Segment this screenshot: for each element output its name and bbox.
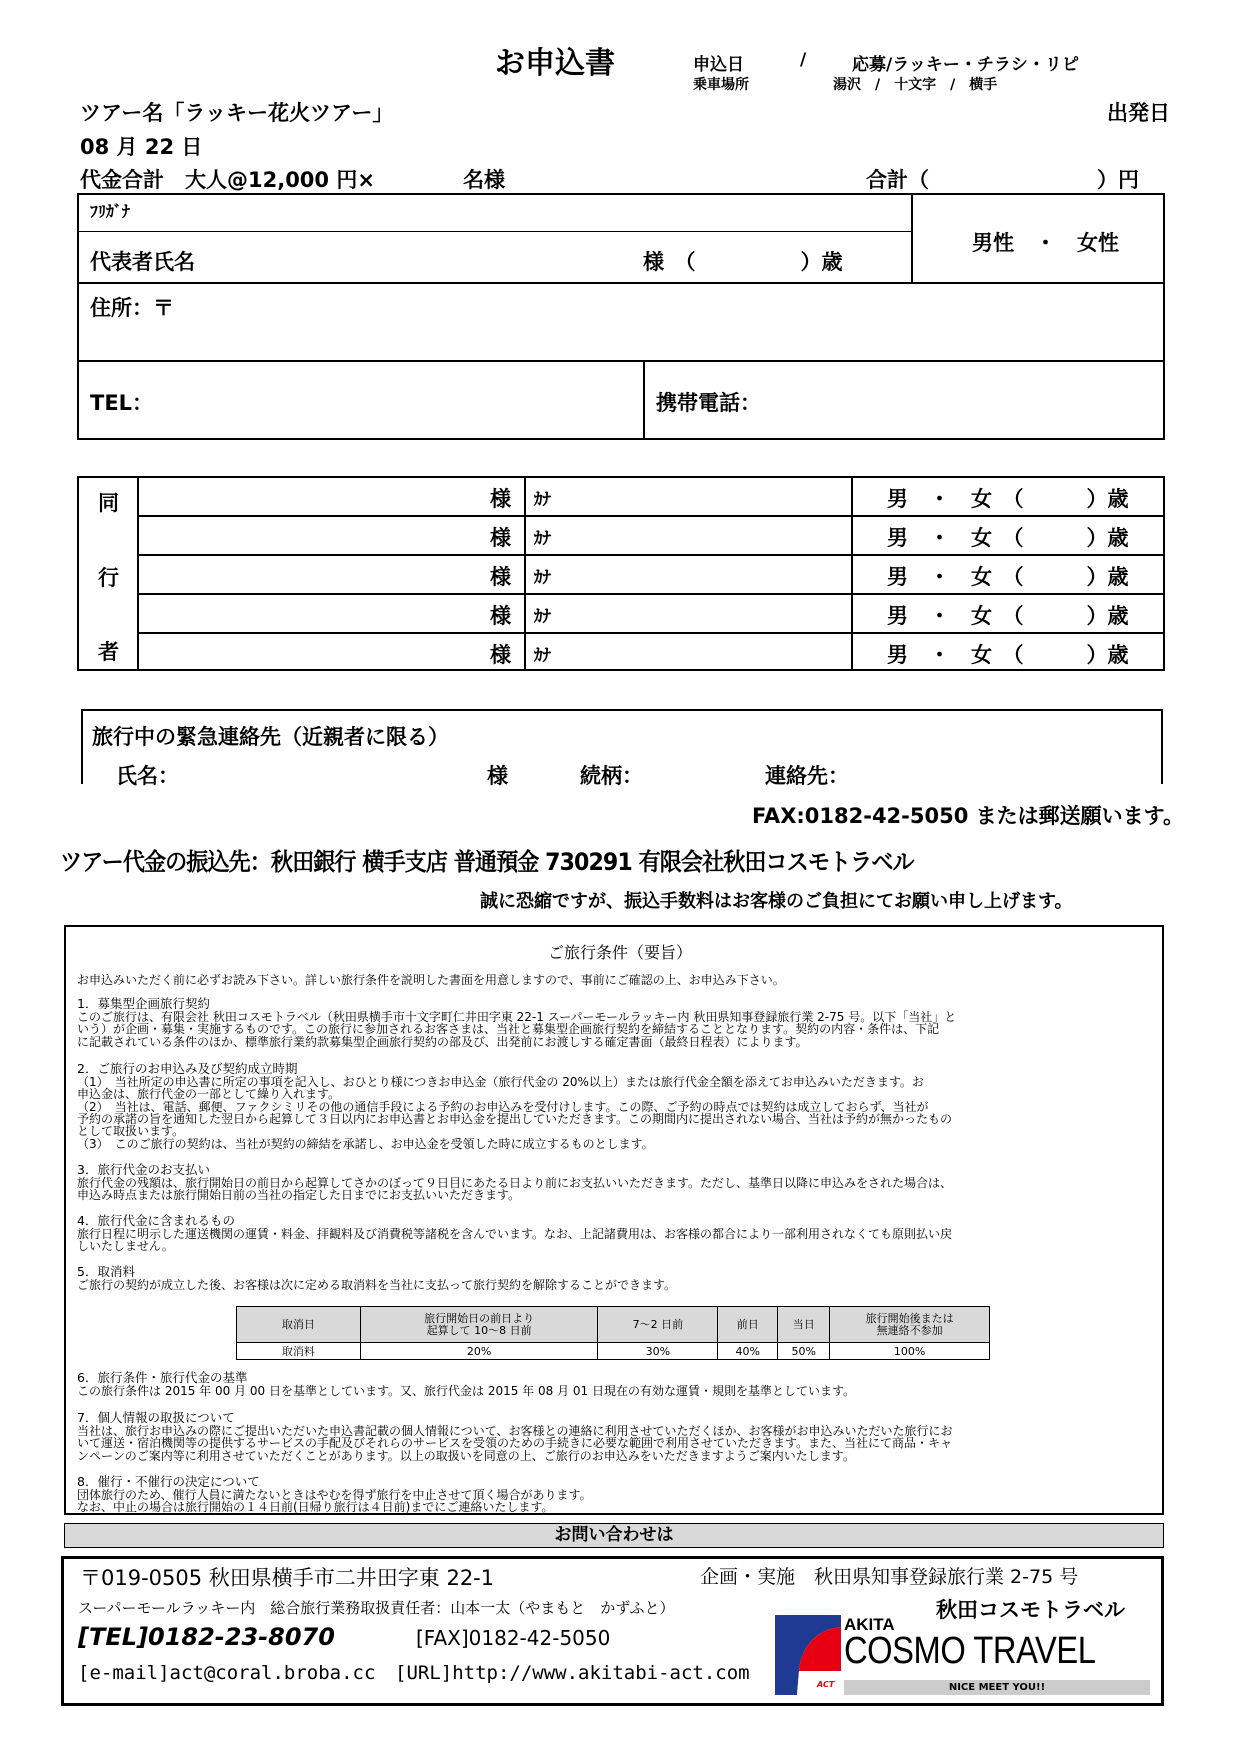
section-8-line: 団体旅行のため、催行人員に満たないときはやむを得ず旅行を中止させて頂く場合があります。 [77, 1488, 592, 1502]
section-8-line: なお、中止の場合は旅行開始の１４日前(日帰り旅行は４日前)までにご連絡いたします。 [77, 1500, 554, 1514]
contact-registration: 企画・実施 秋田県知事登録旅行業 2-75 号 [700, 1566, 1079, 1588]
boarding-label: 乗車場所 [693, 77, 749, 93]
gender-options[interactable]: 男性 ・ 女性 [972, 231, 1119, 255]
cancel-value: 40% [718, 1343, 778, 1360]
section-7-head: 7．個人情報の取扱について [77, 1410, 235, 1425]
cancel-value: 100% [830, 1343, 990, 1360]
boarding-options: 湯沢 / 十文字 / 横手 [833, 77, 998, 93]
fee-note: 誠に恐縮ですが、振込手数料はお客様のご負担にてお願い申し上げます。 [480, 891, 1073, 912]
contact-url[interactable]: [URL]http://www.akitabi-act.com [395, 1662, 750, 1684]
section-7-line: いて運送・宿泊機関等の提供するサービスの手配及びそれらのサービスを受領のための手続きに必要な範囲で利用させていただきます。また、当社にて商品・キャ [77, 1436, 953, 1450]
total-suffix: ）円 [1097, 168, 1139, 192]
source-options: 応募/ラッキー・チラシ・リピ [852, 55, 1079, 75]
section-7-line: ンペーンのご案内等に利用させていただくことがあります。以上の取扱いを同意の上、ご旅行のお申込みをいただきますようご案内いたします。 [77, 1449, 855, 1463]
address-label: 住所：〒 [90, 296, 174, 320]
section-4-line: 旅行日程に明示した運送機関の運賃・料金、拝観料及び消費税等諸税を含んでいます。なお、上記諸費用は、お客様の都合により一部利用されなくても原則払い戻 [77, 1227, 953, 1241]
mobile-label: 携帯電話： [656, 391, 761, 415]
representative-age: 様 （ ）歳 [643, 250, 843, 274]
cancel-value: 30% [598, 1343, 718, 1360]
section-2-line: として取扱います。 [77, 1124, 185, 1138]
section-1-head: 1．募集型企画旅行契約 [77, 996, 210, 1011]
cancel-value: 20% [360, 1343, 598, 1360]
companion-kana: ｶﾅ [534, 646, 551, 666]
cancel-header: 前日 [718, 1307, 778, 1343]
companions-char-3: 者 [98, 640, 119, 664]
conditions-intro: お申込みいただく前に必ずお読み下さい。詳しい旅行条件を説明した書面を用意しますので、事前にご確認の上、お申込み下さい。 [77, 973, 785, 987]
logo-line1: AKITA [844, 1615, 895, 1634]
emergency-name-label: 氏名： [116, 764, 179, 788]
contact-bar: お問い合わせは [64, 1523, 1164, 1548]
section-5-head: 5．取消料 [77, 1264, 135, 1279]
contact-responsible: スーパーモールラッキー内 総合旅行業務取扱責任者：山本一太（やまもと かずふと） [78, 1599, 675, 1617]
section-3-line: 申込み時点または旅行開始日前の当社の指定した日までにお支払いいただきます。 [77, 1188, 521, 1202]
apply-date-label: 申込日 [693, 55, 744, 75]
logo-tagline: NICE MEET YOU!! [844, 1680, 1150, 1695]
section-5-line: ご旅行の契約が成立した後、お客様は次に定める取消料を当社に支払って旅行契約を解除することができます。 [77, 1278, 677, 1292]
section-3-head: 3．旅行代金のお支払い [77, 1162, 210, 1177]
company-logo [775, 1615, 1153, 1695]
companion-sama: 様 [490, 565, 511, 589]
cancel-value: 50% [778, 1343, 830, 1360]
departure-date: 08 月 22 日 [80, 135, 203, 159]
section-2-line: 申込金は、旅行代金の一部として繰り入れます。 [77, 1087, 341, 1101]
form-title: お申込書 [495, 46, 615, 81]
section-3-line: 旅行代金の残額は、旅行開始日の前日から起算してさかのぼって９日目にあたる日より前にお支払いいただきます。ただし、基準日以降に申込みをされた場合は、 [77, 1176, 953, 1190]
section-8-head: 8．催行・不催行の決定について [77, 1474, 260, 1489]
cancel-header: 当日 [778, 1307, 830, 1343]
conditions-title: ご旅行条件（要旨） [547, 943, 692, 962]
representative-name-label: 代表者氏名 [90, 250, 195, 274]
companion-gender-age[interactable]: 男 ・ 女 （ ）歳 [887, 526, 1129, 550]
companion-gender-age[interactable]: 男 ・ 女 （ ）歳 [887, 643, 1129, 667]
companion-sama: 様 [490, 643, 511, 667]
section-6-head: 6．旅行条件・旅行代金の基準 [77, 1370, 248, 1385]
cancel-header: 旅行開始日の前日より 起算して 10～8 日前 [360, 1307, 598, 1343]
total-label: 合計（ [866, 168, 929, 192]
section-6-line: この旅行条件は 2015 年 00 月 00 日を基準としています。又、旅行代金は 2015 年 08 月 01 日現在の有効な運賃・規則を基準としています。 [77, 1384, 856, 1398]
companion-kana: ｶﾅ [534, 607, 551, 627]
fee-line: 代金合計 大人@12,000 円× [80, 168, 375, 192]
cancel-header: 旅行開始後または 無連絡不参加 [830, 1307, 990, 1343]
emergency-contact-label: 連絡先： [765, 764, 849, 788]
tel-label: TEL： [90, 391, 154, 415]
section-4-line: しいたしません。 [77, 1239, 174, 1253]
companion-sama: 様 [490, 526, 511, 550]
section-2-line: 予約の承諾の旨を通知した翌日から起算して３日以内にお申込書とお申込金を提出していただきます。この期間内に提出されない場合、当社は予約が無かったもの [77, 1112, 953, 1126]
section-7-line: 当社は、旅行お申込みの際にご提出いただいた申込書記載の個人情報について、お客様との連絡に利用させていただくほか、お客様がお申込みいただいた旅行にお [77, 1424, 953, 1438]
companion-sama: 様 [490, 604, 511, 628]
companion-gender-age[interactable]: 男 ・ 女 （ ）歳 [887, 487, 1129, 511]
companions-char-1: 同 [98, 491, 119, 515]
furigana-label: ﾌﾘｶﾞﾅ [90, 202, 131, 221]
section-2-line: （2） 当社は、電話、郵便、ファクシミリその他の通信手段による予約のお申込みを受付けします。この際、ご予約の時点では契約は成立しておらず、当社が [77, 1100, 929, 1114]
section-1-line: に記載されている条件のほか、標準旅行業約款募集型企画旅行契約の部及び、出発前にお渡しする確定書面（最終日程表）によります。 [77, 1035, 808, 1049]
departure-label: 出発日 [1107, 101, 1170, 125]
contact-fax: [FAX]0182-42-5050 [416, 1626, 611, 1650]
section-2-head: 2．ご旅行のお申込み及び契約成立時期 [77, 1061, 298, 1076]
cancel-header: 7～2 日前 [598, 1307, 718, 1343]
bank-info: ツアー代金の振込先：秋田銀行 横手支店 普通預金 730291 有限会社秋田コスモトラベル [60, 848, 914, 876]
cancel-value: 取消料 [237, 1343, 361, 1360]
companion-sama: 様 [490, 487, 511, 511]
fax-note: FAX:0182-42-5050 または郵送願います。 [752, 804, 1184, 828]
contact-address: 〒019-0505 秋田県横手市二井田字東 22-1 [80, 1566, 495, 1590]
section-4-head: 4．旅行代金に含まれるもの [77, 1213, 235, 1228]
companion-kana: ｶﾅ [534, 529, 551, 549]
companion-kana: ｶﾅ [534, 568, 551, 588]
companion-kana: ｶﾅ [534, 490, 551, 510]
logo-mark: ACT [817, 1680, 835, 1689]
contact-tel[interactable]: [TEL]0182-23-8070 [78, 1623, 335, 1651]
contact-email[interactable]: [e-mail]act@coral.broba.cc [78, 1662, 376, 1684]
companion-gender-age[interactable]: 男 ・ 女 （ ）歳 [887, 565, 1129, 589]
contact-company: 秋田コスモトラベル [936, 1598, 1125, 1622]
emergency-title: 旅行中の緊急連絡先（近親者に限る） [92, 725, 449, 749]
logo-line2: COSMO TRAVEL [844, 1630, 1096, 1672]
section-2-line: （1） 当社所定の申込書に所定の事項を記入し、おひとり様につきお申込金（旅行代金の 20%以上）または旅行代金全額を添えてお申込みいただきます。お [77, 1075, 924, 1089]
cancel-header: 取消日 [237, 1307, 361, 1343]
section-2-line: （3） このご旅行の契約は、当社が契約の締結を承諾し、お申込金を受領した時に成立するものとします。 [77, 1137, 654, 1151]
section-1-line: このご旅行は、有限会社 秋田コスモトラベル（秋田県横手市十文字町仁井田字東 22-1 スーパーモールラッキー内 秋田県知事登録旅行業 2-75 号。以下「当社」と [77, 1010, 957, 1024]
emergency-sama: 様 [487, 764, 508, 788]
fee-name-suffix: 名様 [463, 168, 505, 192]
section-1-line: いう）が企画・募集・実施するものです。この旅行に参加されるお客さまは、当社と募集型企画旅行契約を締結することとなります。契約の内容・条件は、下記 [77, 1022, 940, 1036]
cancellation-fee-table [236, 1306, 990, 1360]
emergency-relation-label: 続柄： [580, 764, 643, 788]
tour-name: ツアー名「ラッキー花火ツアー」 [80, 101, 394, 125]
companion-gender-age[interactable]: 男 ・ 女 （ ）歳 [887, 604, 1129, 628]
companions-char-2: 行 [98, 566, 119, 590]
apply-date-sep: / [800, 50, 807, 70]
